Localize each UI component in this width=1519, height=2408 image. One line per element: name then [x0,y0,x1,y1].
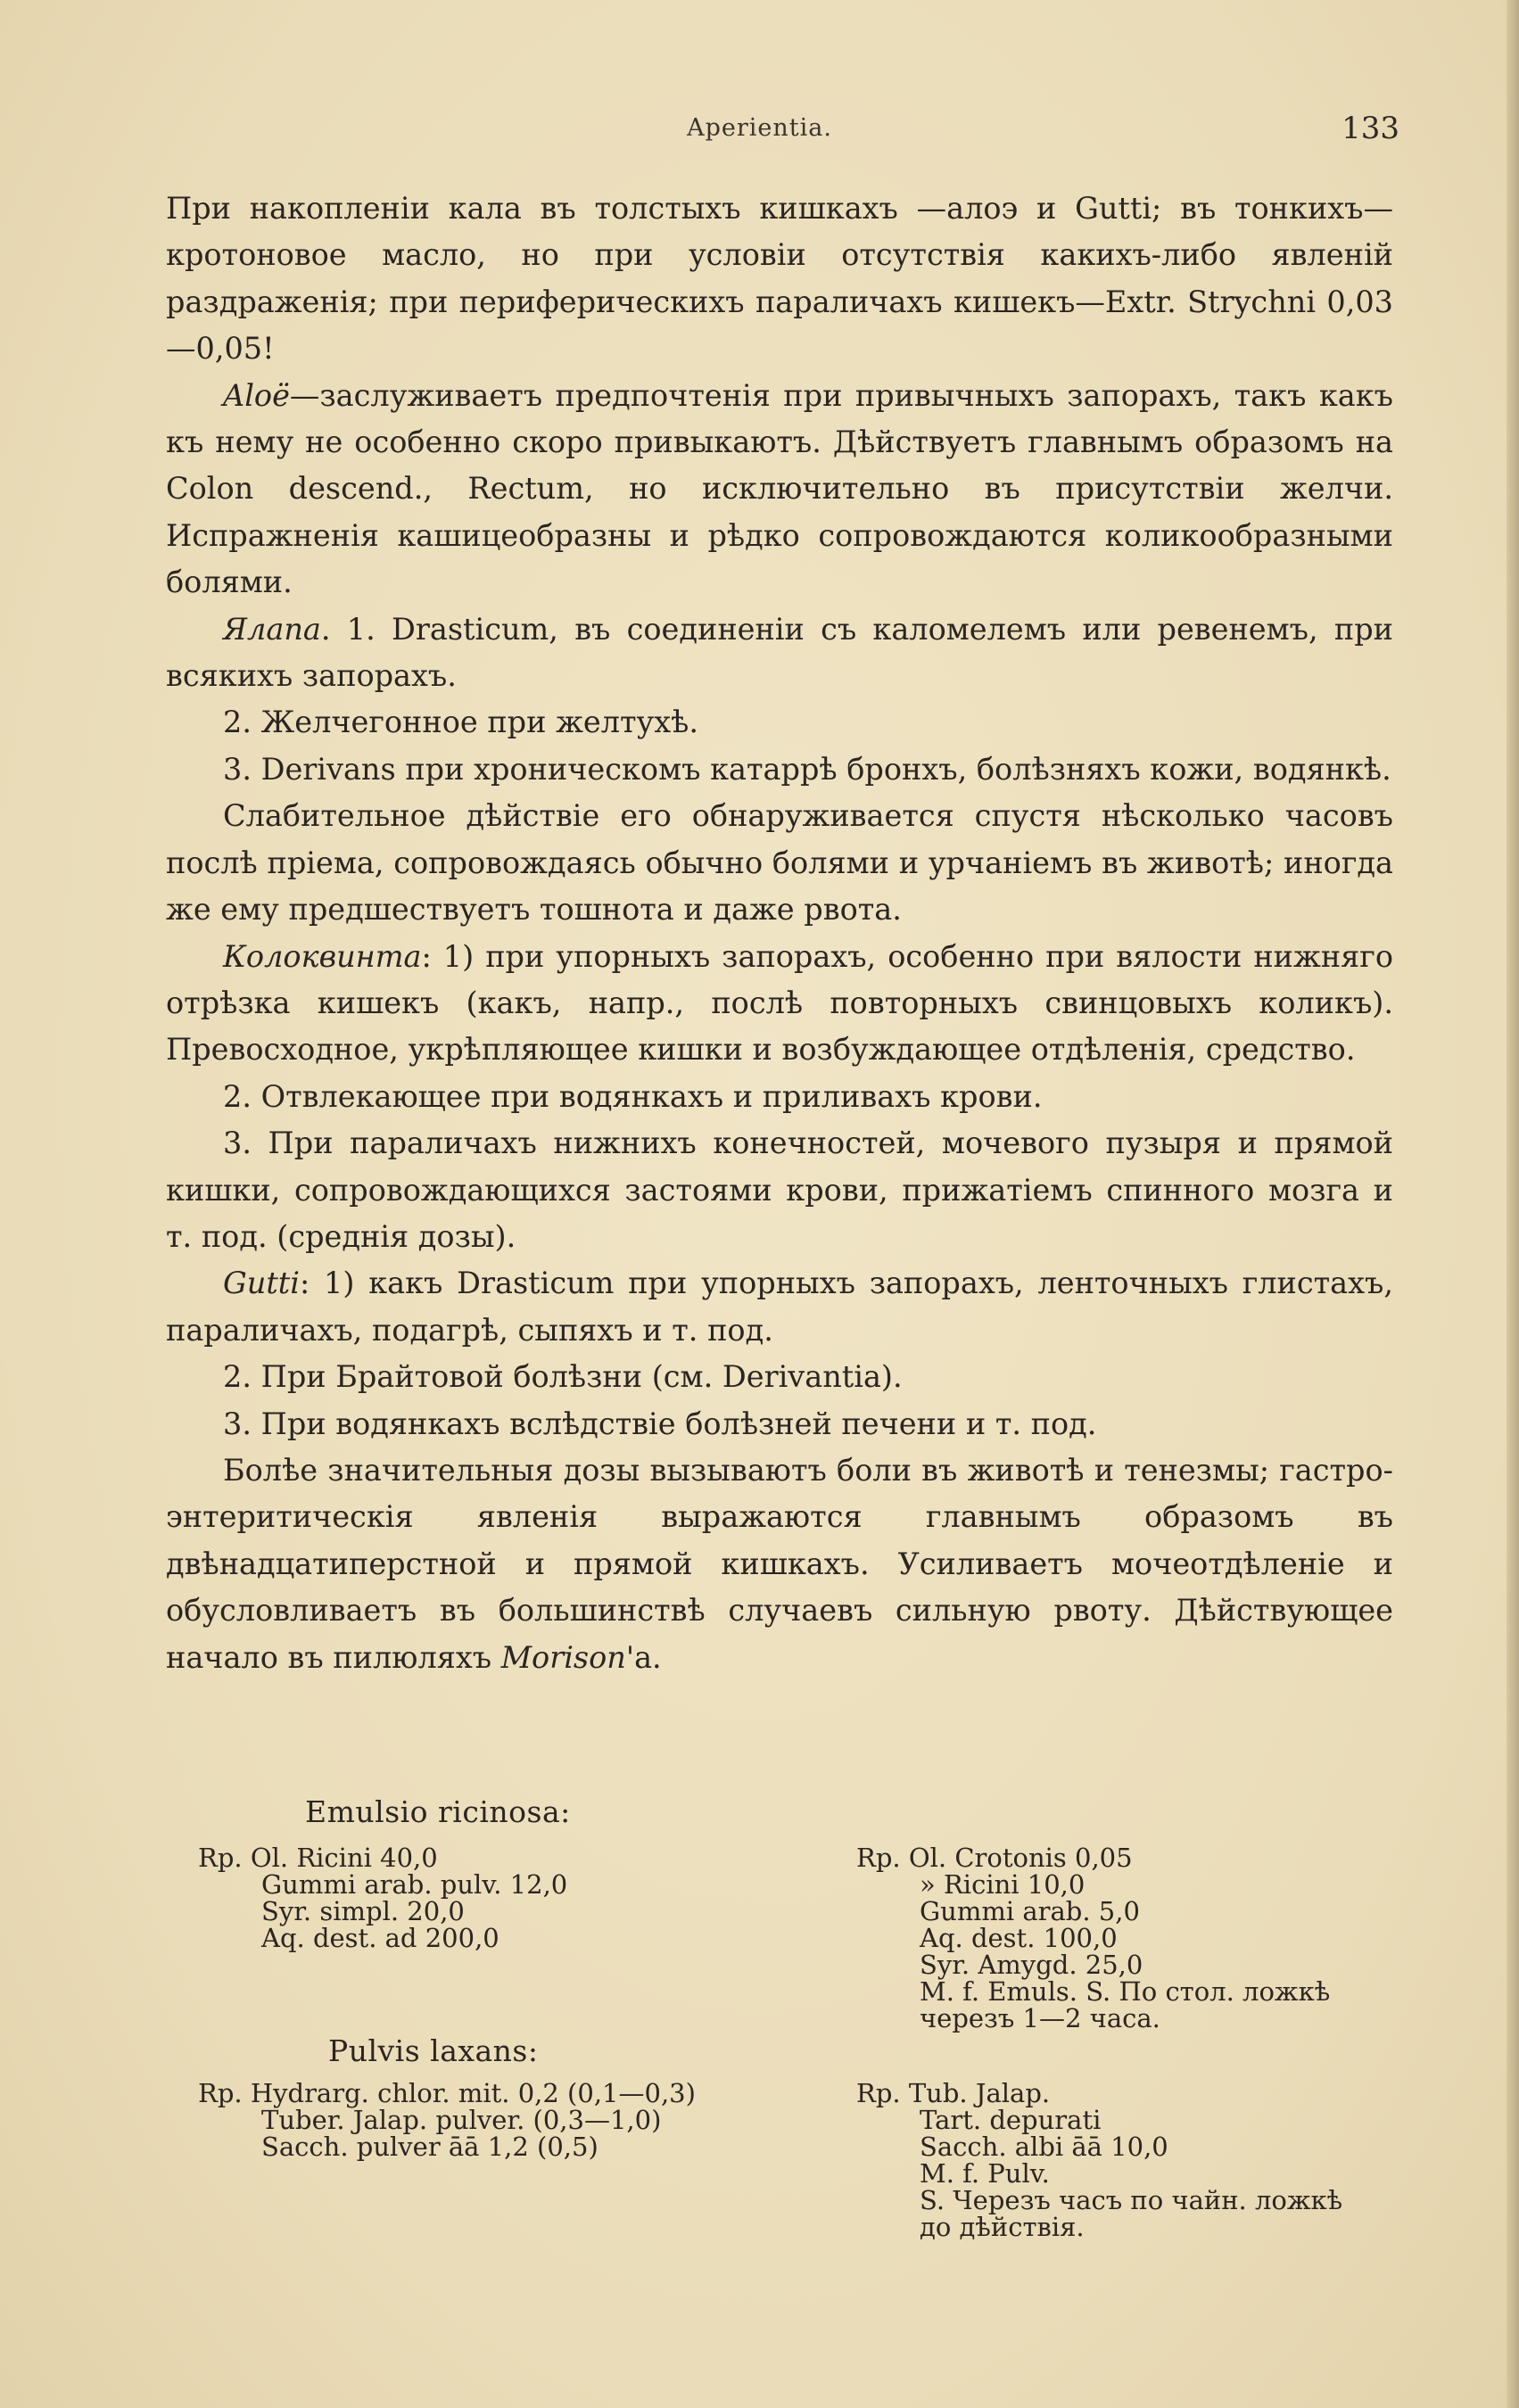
paragraph-text: 3. Derivans при хроническомъ катаррѣ бронхъ, болѣзняхъ кожи, водянкѣ. [223,751,1391,787]
paragraph-text: При накопленіи кала въ толстыхъ кишкахъ —алоэ и Gutti; въ тонкихъ— кротоновое масло, но при условіи отсутствія какихъ-либо явленій раздраженія; при периферическихъ параличахъ кишекъ—Extr. Strychni 0,03—0,05! [166,191,1393,367]
prescription-line: Sacch. pulver āā 1,2 (0,5) [261,2132,599,2162]
drug-name-colocynth: Колоквинта [223,938,422,974]
paragraph-text: 2. Желчегонное при желтухѣ. [223,705,699,740]
paragraph-text: Слабительное дѣйствіе его обнаруживается спустя нѣсколько часовъ послѣ пріема, сопровождаясь обычно болями и урчаніемъ въ животѣ; иногда же ему предшествуетъ тошнота и даже рвота. [166,798,1393,928]
prescription-line: черезъ 1—2 часа. [920,2003,1160,2033]
prescription-line: » Ricini 10,0 [920,1869,1086,1900]
prescription-line: Gummi arab. pulv. 12,0 [261,1869,568,1900]
prescription-line: Syr. Amygd. 25,0 [920,1950,1143,1980]
paragraph-jalapa-2 [166,699,1393,746]
paragraph-text: 2. Отвлекающее при водянкахъ и приливахъ крови. [223,1078,1043,1114]
prescription-line: Tuber. Jalap. pulver. (0,3—1,0) [261,2105,662,2135]
prescription-jalap [856,2080,1482,2240]
paragraph-jalapa-3 [166,746,1393,793]
drug-name-jalapa: Ялапа [223,611,321,647]
paragraph-laxative-action [166,793,1393,933]
paragraph-text: 3. При параличахъ нижнихъ конечностей, мочевого пузыря и прямой кишки, сопровождающихся застоями крови, прижатіемъ спинного мозга и т. под. (среднія дозы). [166,1126,1393,1254]
paragraph-text: . 1. Drasticum, въ соединеніи съ каломелемъ или ревенемъ, при всякихъ запорахъ. [166,611,1393,694]
paragraph-text: 3. При водянкахъ вслѣдствіе болѣзней печени и т. под. [223,1406,1097,1441]
prescription-line: S. Черезъ часъ по чайн. ложкѣ [920,2185,1343,2215]
paragraph-gutti [166,1260,1393,1354]
paragraph-colocynth-3 [166,1120,1393,1260]
prescription-emulsio-ricini [198,1844,567,1951]
prescription-line: до дѣйствія. [920,2212,1085,2242]
prescription-line: Sacch. albi āā 10,0 [920,2132,1168,2162]
paragraph-text: —заслуживаетъ предпочтенія при привычныхъ запорахъ, такъ какъ къ нему не особенно скоро привыкаютъ. Дѣйствуетъ главнымъ образомъ на Colon descend., Rectum, но исключительно въ присутствіи желчи. Испражненія кашицеобразны и рѣдко сопровождаются коликообразными болями. [166,377,1393,600]
drug-name-aloe: Aloë [223,377,290,413]
paragraph-text: 2. При Брайтовой болѣзни (см. Derivantia). [223,1359,903,1395]
paragraph-gutti-3 [166,1401,1393,1447]
prescription-line: Rp. Ol. Crotonis 0,05 [856,1843,1133,1873]
prescription-line: Rp. Ol. Ricini 40,0 [198,1843,438,1873]
paragraph-aloe [166,373,1393,606]
prescription-line: Tart. depurati [920,2105,1102,2135]
prescription-line: Aq. dest. 100,0 [920,1923,1118,1953]
prescription-pulvis-laxans [198,2080,696,2160]
drug-name-gutti: Gutti [223,1266,300,1301]
recipe-heading-emulsio: Emulsio ricinosa: [305,1794,571,1829]
page-number: 133 [1342,111,1399,146]
prescription-line: Aq. dest. ad 200,0 [261,1923,499,1953]
paragraph-doses [166,1447,1393,1681]
paragraph-text: Болѣе значительныя дозы вызываютъ боли въ животѣ и тенезмы; гастро-энтеритическія явленія выражаются главнымъ образомъ въ двѣнадцатиперстной и прямой кишкахъ. Усиливаетъ мочеотдѣленіе и обусловливаетъ въ большинствѣ случаевъ сильную рвоту. Дѣйствующее начало въ пилюляхъ [166,1452,1393,1675]
body-text [166,186,1393,1681]
recipe-heading-pulvis: Pulvis laxans: [328,2033,539,2068]
prescription-line: M. f. Pulv. [920,2158,1050,2189]
prescription-line: M. f. Emuls. S. По стол. ложкѣ [920,1976,1331,2007]
page-edge-shadow [1507,0,1519,2408]
paragraph-jalapa [166,606,1393,700]
prescription-emulsio-croton [856,1844,1482,2032]
paragraph-colocynth [166,934,1393,1074]
drug-name-morison: Morison [500,1639,626,1675]
paragraph-indications [166,186,1393,373]
prescription-line: Syr. simpl. 20,0 [261,1896,465,1926]
paragraph-text: 'а. [625,1639,662,1675]
prescription-line: Rp. Hydrarg. chlor. mit. 0,2 (0,1—0,3) [198,2078,696,2108]
prescription-line: Gummi arab. 5,0 [920,1896,1140,1926]
prescriptions-section [198,1796,1420,2296]
paragraph-gutti-2 [166,1354,1393,1400]
prescription-line: Rp. Tub. Jalap. [856,2078,1051,2108]
paragraph-text: : 1) при упорныхъ запорахъ, особенно при вялости нижняго отрѣзка кишекъ (какъ, напр., послѣ повторныхъ свинцовыхъ коликъ). Превосходное, укрѣпляющее кишки и возбуждающее отдѣленія, средство. [166,938,1393,1068]
paragraph-text: : 1) какъ Drasticum при упорныхъ запорахъ, ленточныхъ глистахъ, параличахъ, подагрѣ, сыпяхъ и т. под. [166,1266,1393,1348]
paragraph-colocynth-2 [166,1074,1393,1120]
running-title: Aperientia. [687,114,832,142]
